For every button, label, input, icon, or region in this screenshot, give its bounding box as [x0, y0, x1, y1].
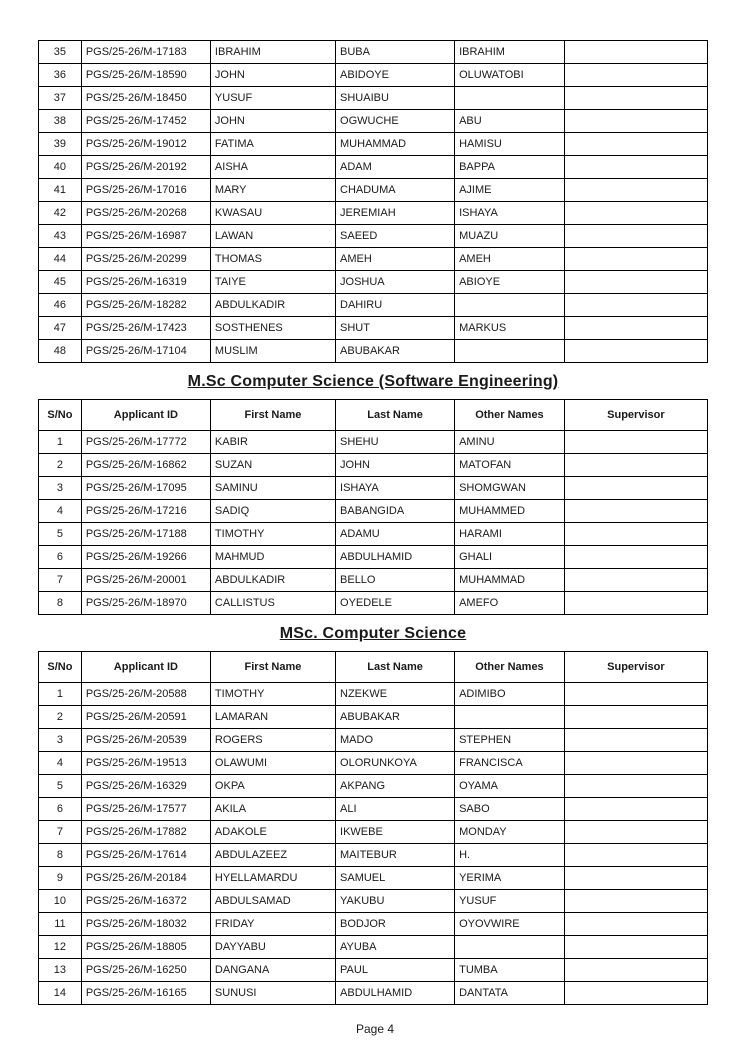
other-names-cell: IBRAHIM — [455, 41, 565, 64]
table-row — [39, 867, 708, 890]
applicant-id-cell: PGS/25-26/M-20268 — [81, 202, 210, 225]
other-names-cell: AJIME — [455, 179, 565, 202]
supervisor-cell — [564, 431, 707, 454]
other-names-cell: ABU — [455, 110, 565, 133]
applicant-id-cell: PGS/25-26/M-17882 — [81, 821, 210, 844]
sno-cell: 3 — [39, 729, 82, 752]
last-name-cell: CHADUMA — [336, 179, 455, 202]
last-name-cell: SHEHU — [336, 431, 455, 454]
column-header: First Name — [210, 652, 335, 683]
section-title — [38, 373, 708, 391]
last-name-cell: MAITEBUR — [336, 844, 455, 867]
last-name-cell: ADAM — [336, 156, 455, 179]
first-name-cell: MAHMUD — [210, 546, 335, 569]
sno-cell: 38 — [39, 110, 82, 133]
sno-cell: 45 — [39, 271, 82, 294]
first-name-cell: LAWAN — [210, 225, 335, 248]
applicant-id-cell: PGS/25-26/M-17772 — [81, 431, 210, 454]
sno-cell: 5 — [39, 775, 82, 798]
sno-cell: 4 — [39, 752, 82, 775]
last-name-cell: ISHAYA — [336, 477, 455, 500]
last-name-cell: AMEH — [336, 248, 455, 271]
other-names-cell: OYAMA — [455, 775, 565, 798]
section-title-text: MSc. Computer Science — [279, 625, 467, 642]
sno-cell: 12 — [39, 936, 82, 959]
first-name-cell: AKILA — [210, 798, 335, 821]
supervisor-cell — [564, 41, 707, 64]
table-row — [39, 569, 708, 592]
applicant-id-cell: PGS/25-26/M-17423 — [81, 317, 210, 340]
sno-cell: 3 — [39, 477, 82, 500]
supervisor-cell — [564, 340, 707, 363]
other-names-cell: MARKUS — [455, 317, 565, 340]
last-name-cell: SAEED — [336, 225, 455, 248]
table-row — [39, 110, 708, 133]
supervisor-cell — [564, 821, 707, 844]
sno-cell: 39 — [39, 133, 82, 156]
applicant-id-cell: PGS/25-26/M-17016 — [81, 179, 210, 202]
section-title — [38, 625, 708, 643]
other-names-cell: SHOMGWAN — [455, 477, 565, 500]
first-name-cell: AISHA — [210, 156, 335, 179]
applicant-id-cell: PGS/25-26/M-18590 — [81, 64, 210, 87]
table-row — [39, 317, 708, 340]
column-header: First Name — [210, 400, 335, 431]
last-name-cell: ABDULHAMID — [336, 546, 455, 569]
applicant-id-cell: PGS/25-26/M-16987 — [81, 225, 210, 248]
table-row — [39, 87, 708, 110]
first-name-cell: DAYYABU — [210, 936, 335, 959]
supervisor-cell — [564, 64, 707, 87]
column-header: Supervisor — [564, 652, 707, 683]
first-name-cell: TAIYE — [210, 271, 335, 294]
table-row — [39, 133, 708, 156]
last-name-cell: ABIDOYE — [336, 64, 455, 87]
first-name-cell: MUSLIM — [210, 340, 335, 363]
sno-cell: 46 — [39, 294, 82, 317]
last-name-cell: YAKUBU — [336, 890, 455, 913]
applicant-id-cell: PGS/25-26/M-17188 — [81, 523, 210, 546]
applicant-id-cell: PGS/25-26/M-16250 — [81, 959, 210, 982]
applicant-id-cell: PGS/25-26/M-17095 — [81, 477, 210, 500]
table-row — [39, 752, 708, 775]
sno-cell: 4 — [39, 500, 82, 523]
table-row — [39, 959, 708, 982]
page-footer: Page 4 — [355, 1022, 395, 1036]
sno-cell: 2 — [39, 454, 82, 477]
applicant-id-cell: PGS/25-26/M-20001 — [81, 569, 210, 592]
applicant-id-cell: PGS/25-26/M-20588 — [81, 683, 210, 706]
applicant-id-cell: PGS/25-26/M-20539 — [81, 729, 210, 752]
applicant-id-cell: PGS/25-26/M-16862 — [81, 454, 210, 477]
other-names-cell: OYOVWIRE — [455, 913, 565, 936]
table-row — [39, 775, 708, 798]
other-names-cell: SABO — [455, 798, 565, 821]
table-row — [39, 913, 708, 936]
column-header: Applicant ID — [81, 400, 210, 431]
other-names-cell: FRANCISCA — [455, 752, 565, 775]
last-name-cell: MUHAMMAD — [336, 133, 455, 156]
other-names-cell: ADIMIBO — [455, 683, 565, 706]
table-row — [39, 202, 708, 225]
column-header: S/No — [39, 400, 82, 431]
supervisor-cell — [564, 775, 707, 798]
column-header: Applicant ID — [81, 652, 210, 683]
supervisor-cell — [564, 546, 707, 569]
sno-cell: 43 — [39, 225, 82, 248]
supervisor-cell — [564, 569, 707, 592]
sno-cell: 2 — [39, 706, 82, 729]
sno-cell: 8 — [39, 844, 82, 867]
sno-cell: 42 — [39, 202, 82, 225]
other-names-cell: AMEH — [455, 248, 565, 271]
sno-cell: 10 — [39, 890, 82, 913]
applicant-id-cell: PGS/25-26/M-17452 — [81, 110, 210, 133]
supervisor-cell — [564, 294, 707, 317]
last-name-cell: MADO — [336, 729, 455, 752]
sno-cell: 48 — [39, 340, 82, 363]
other-names-cell: MUAZU — [455, 225, 565, 248]
supervisor-cell — [564, 156, 707, 179]
first-name-cell: JOHN — [210, 110, 335, 133]
applicant-id-cell: PGS/25-26/M-17577 — [81, 798, 210, 821]
sno-cell: 47 — [39, 317, 82, 340]
sno-cell: 5 — [39, 523, 82, 546]
sno-cell: 36 — [39, 64, 82, 87]
first-name-cell: SUZAN — [210, 454, 335, 477]
first-name-cell: SUNUSI — [210, 982, 335, 1005]
supervisor-cell — [564, 317, 707, 340]
supervisor-cell — [564, 110, 707, 133]
last-name-cell: JOSHUA — [336, 271, 455, 294]
table-row — [39, 179, 708, 202]
table-row — [39, 477, 708, 500]
other-names-cell: ISHAYA — [455, 202, 565, 225]
applicant-id-cell: PGS/25-26/M-18032 — [81, 913, 210, 936]
other-names-cell — [455, 706, 565, 729]
last-name-cell: BODJOR — [336, 913, 455, 936]
table-header-row — [39, 400, 708, 431]
table-row — [39, 523, 708, 546]
last-name-cell: OGWUCHE — [336, 110, 455, 133]
other-names-cell — [455, 294, 565, 317]
table-row — [39, 936, 708, 959]
supervisor-cell — [564, 798, 707, 821]
supervisor-cell — [564, 913, 707, 936]
sno-cell: 13 — [39, 959, 82, 982]
last-name-cell: JOHN — [336, 454, 455, 477]
table-row — [39, 729, 708, 752]
applicant-id-cell: PGS/25-26/M-19266 — [81, 546, 210, 569]
applicant-id-cell: PGS/25-26/M-20591 — [81, 706, 210, 729]
other-names-cell: MATOFAN — [455, 454, 565, 477]
sno-cell: 41 — [39, 179, 82, 202]
table-row — [39, 156, 708, 179]
sno-cell: 7 — [39, 821, 82, 844]
applicant-id-cell: PGS/25-26/M-17216 — [81, 500, 210, 523]
column-header: Last Name — [336, 400, 455, 431]
other-names-cell: H. — [455, 844, 565, 867]
table-row — [39, 64, 708, 87]
first-name-cell: ABDULSAMAD — [210, 890, 335, 913]
supervisor-cell — [564, 248, 707, 271]
other-names-cell: ABIOYE — [455, 271, 565, 294]
first-name-cell: SAMINU — [210, 477, 335, 500]
table-row — [39, 592, 708, 615]
table-row — [39, 706, 708, 729]
sno-cell: 44 — [39, 248, 82, 271]
supervisor-cell — [564, 133, 707, 156]
supervisor-cell — [564, 729, 707, 752]
supervisor-cell — [564, 179, 707, 202]
sno-cell: 40 — [39, 156, 82, 179]
other-names-cell: MUHAMMAD — [455, 569, 565, 592]
last-name-cell: SAMUEL — [336, 867, 455, 890]
first-name-cell: MARY — [210, 179, 335, 202]
last-name-cell: ABUBAKAR — [336, 706, 455, 729]
first-name-cell: ABDULKADIR — [210, 294, 335, 317]
supervisor-cell — [564, 867, 707, 890]
other-names-cell: BAPPA — [455, 156, 565, 179]
supervisor-cell — [564, 752, 707, 775]
first-name-cell: JOHN — [210, 64, 335, 87]
applicant-id-cell: PGS/25-26/M-20299 — [81, 248, 210, 271]
applicant-id-cell: PGS/25-26/M-19012 — [81, 133, 210, 156]
sno-cell: 14 — [39, 982, 82, 1005]
first-name-cell: SOSTHENES — [210, 317, 335, 340]
first-name-cell: TIMOTHY — [210, 683, 335, 706]
other-names-cell: DANTATA — [455, 982, 565, 1005]
supervisor-cell — [564, 500, 707, 523]
sno-cell: 11 — [39, 913, 82, 936]
other-names-cell: YUSUF — [455, 890, 565, 913]
supervisor-cell — [564, 477, 707, 500]
sno-cell: 9 — [39, 867, 82, 890]
column-header: Other Names — [455, 400, 565, 431]
supervisor-cell — [564, 592, 707, 615]
last-name-cell: DAHIRU — [336, 294, 455, 317]
applicant-id-cell: PGS/25-26/M-16329 — [81, 775, 210, 798]
last-name-cell: NZEKWE — [336, 683, 455, 706]
table-row — [39, 454, 708, 477]
first-name-cell: HYELLAMARDU — [210, 867, 335, 890]
table-row — [39, 271, 708, 294]
supervisor-cell — [564, 202, 707, 225]
table-row — [39, 982, 708, 1005]
supervisor-cell — [564, 271, 707, 294]
other-names-cell: STEPHEN — [455, 729, 565, 752]
applicant-id-cell: PGS/25-26/M-16165 — [81, 982, 210, 1005]
supervisor-cell — [564, 982, 707, 1005]
sno-cell: 1 — [39, 431, 82, 454]
first-name-cell: DANGANA — [210, 959, 335, 982]
other-names-cell — [455, 87, 565, 110]
sno-cell: 7 — [39, 569, 82, 592]
first-name-cell: LAMARAN — [210, 706, 335, 729]
supervisor-cell — [564, 523, 707, 546]
last-name-cell: ABDULHAMID — [336, 982, 455, 1005]
other-names-cell: YERIMA — [455, 867, 565, 890]
last-name-cell: IKWEBE — [336, 821, 455, 844]
last-name-cell: AYUBA — [336, 936, 455, 959]
column-header: Other Names — [455, 652, 565, 683]
supervisor-cell — [564, 936, 707, 959]
first-name-cell: YUSUF — [210, 87, 335, 110]
table-row — [39, 546, 708, 569]
table-row — [39, 431, 708, 454]
other-names-cell: HAMISU — [455, 133, 565, 156]
table-row — [39, 294, 708, 317]
supervisor-cell — [564, 454, 707, 477]
sno-cell: 37 — [39, 87, 82, 110]
last-name-cell: JEREMIAH — [336, 202, 455, 225]
last-name-cell: ALI — [336, 798, 455, 821]
table-row — [39, 340, 708, 363]
first-name-cell: OKPA — [210, 775, 335, 798]
last-name-cell: SHUAIBU — [336, 87, 455, 110]
first-name-cell: KWASAU — [210, 202, 335, 225]
first-name-cell: ADAKOLE — [210, 821, 335, 844]
other-names-cell: GHALI — [455, 546, 565, 569]
applicant-id-cell: PGS/25-26/M-17104 — [81, 340, 210, 363]
table-row — [39, 225, 708, 248]
first-name-cell: TIMOTHY — [210, 523, 335, 546]
other-names-cell: OLUWATOBI — [455, 64, 565, 87]
supervisor-cell — [564, 683, 707, 706]
applicant-id-cell: PGS/25-26/M-16319 — [81, 271, 210, 294]
applicant-id-cell: PGS/25-26/M-17614 — [81, 844, 210, 867]
other-names-cell: MONDAY — [455, 821, 565, 844]
other-names-cell: MUHAMMED — [455, 500, 565, 523]
table-row — [39, 41, 708, 64]
last-name-cell: ADAMU — [336, 523, 455, 546]
first-name-cell: ROGERS — [210, 729, 335, 752]
other-names-cell: HARAMI — [455, 523, 565, 546]
last-name-cell: BELLO — [336, 569, 455, 592]
applicants-table-computer-science — [38, 651, 708, 1005]
sno-cell: 6 — [39, 798, 82, 821]
table-row — [39, 500, 708, 523]
applicant-id-cell: PGS/25-26/M-19513 — [81, 752, 210, 775]
column-header: Last Name — [336, 652, 455, 683]
last-name-cell: PAUL — [336, 959, 455, 982]
supervisor-cell — [564, 225, 707, 248]
last-name-cell: AKPANG — [336, 775, 455, 798]
supervisor-cell — [564, 706, 707, 729]
supervisor-cell — [564, 959, 707, 982]
sno-cell: 6 — [39, 546, 82, 569]
sno-cell: 8 — [39, 592, 82, 615]
table-row — [39, 683, 708, 706]
last-name-cell: ABUBAKAR — [336, 340, 455, 363]
first-name-cell: IBRAHIM — [210, 41, 335, 64]
section-title-text: M.Sc Computer Science (Software Engineering) — [187, 373, 559, 390]
column-header: Supervisor — [564, 400, 707, 431]
applicant-id-cell: PGS/25-26/M-18450 — [81, 87, 210, 110]
table-row — [39, 821, 708, 844]
last-name-cell: OYEDELE — [336, 592, 455, 615]
first-name-cell: KABIR — [210, 431, 335, 454]
applicant-id-cell: PGS/25-26/M-18805 — [81, 936, 210, 959]
first-name-cell: ABDULAZEEZ — [210, 844, 335, 867]
applicant-id-cell: PGS/25-26/M-18970 — [81, 592, 210, 615]
other-names-cell — [455, 936, 565, 959]
column-header: S/No — [39, 652, 82, 683]
supervisor-cell — [564, 890, 707, 913]
last-name-cell: BABANGIDA — [336, 500, 455, 523]
last-name-cell: SHUT — [336, 317, 455, 340]
first-name-cell: SADIQ — [210, 500, 335, 523]
sno-cell: 35 — [39, 41, 82, 64]
first-name-cell: CALLISTUS — [210, 592, 335, 615]
first-name-cell: ABDULKADIR — [210, 569, 335, 592]
applicant-id-cell: PGS/25-26/M-16372 — [81, 890, 210, 913]
applicant-id-cell: PGS/25-26/M-20192 — [81, 156, 210, 179]
table-header-row — [39, 652, 708, 683]
applicant-id-cell: PGS/25-26/M-17183 — [81, 41, 210, 64]
table-row — [39, 844, 708, 867]
last-name-cell: BUBA — [336, 41, 455, 64]
sno-cell: 1 — [39, 683, 82, 706]
other-names-cell — [455, 340, 565, 363]
last-name-cell: OLORUNKOYA — [336, 752, 455, 775]
applicant-id-cell: PGS/25-26/M-20184 — [81, 867, 210, 890]
table-row — [39, 798, 708, 821]
applicant-id-cell: PGS/25-26/M-18282 — [81, 294, 210, 317]
applicants-table-continued — [38, 40, 708, 363]
supervisor-cell — [564, 844, 707, 867]
applicants-table-software-engineering — [38, 399, 708, 615]
first-name-cell: OLAWUMI — [210, 752, 335, 775]
supervisor-cell — [564, 87, 707, 110]
table-row — [39, 248, 708, 271]
first-name-cell: FRIDAY — [210, 913, 335, 936]
first-name-cell: THOMAS — [210, 248, 335, 271]
other-names-cell: AMEFO — [455, 592, 565, 615]
other-names-cell: AMINU — [455, 431, 565, 454]
first-name-cell: FATIMA — [210, 133, 335, 156]
other-names-cell: TUMBA — [455, 959, 565, 982]
table-row — [39, 890, 708, 913]
